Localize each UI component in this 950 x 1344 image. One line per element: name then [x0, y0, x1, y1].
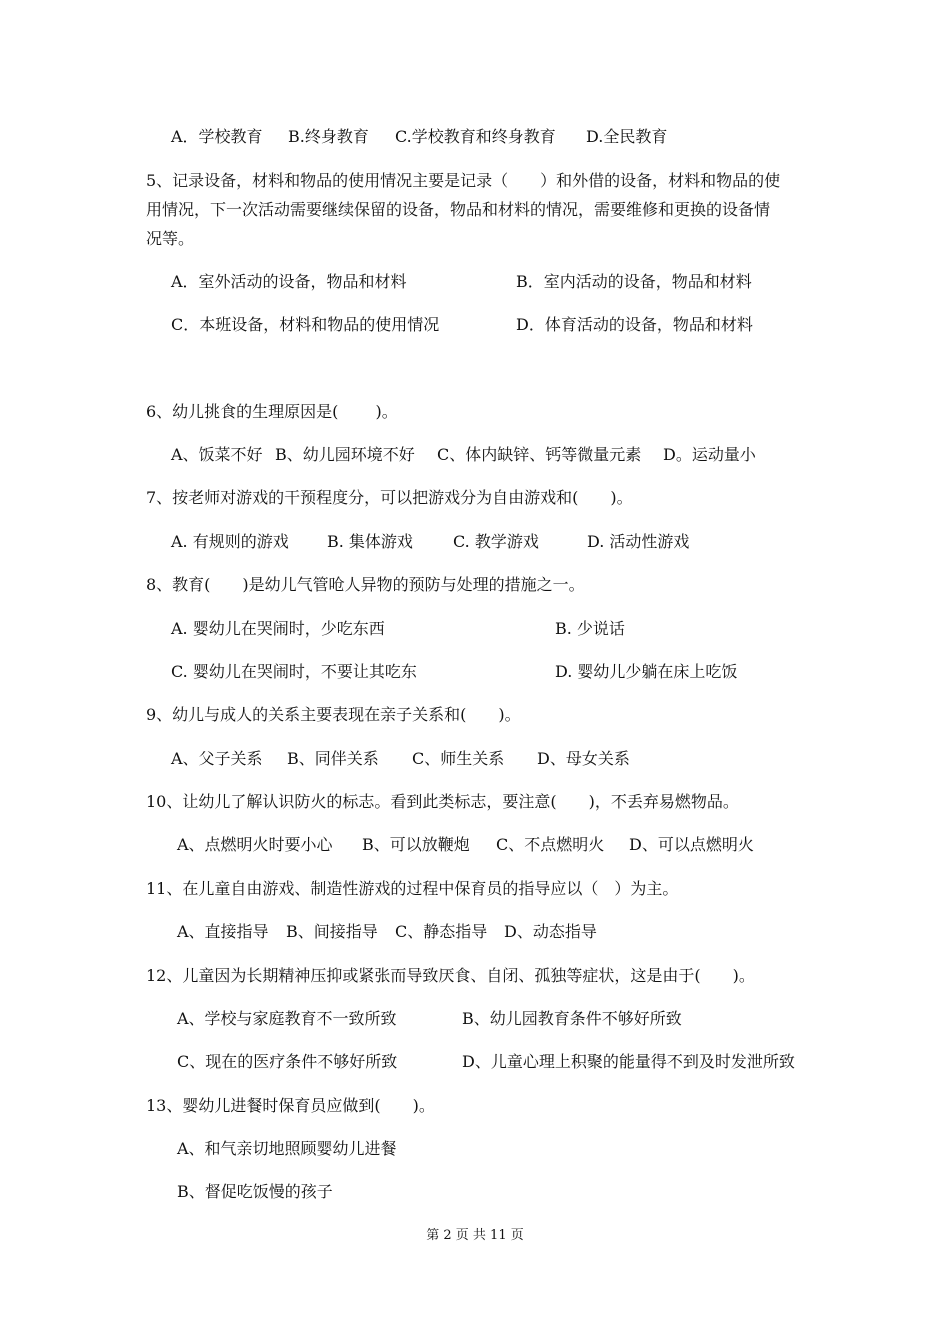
q4-option-a: A．学校教育	[171, 127, 263, 146]
q9-option-d: D、母女关系	[537, 749, 630, 768]
q8-option-c: C. 婴幼儿在哭闹时，不要让其吃东	[171, 662, 417, 681]
q5-stem-line-3: 况等。	[146, 229, 195, 248]
q7-option-b: B. 集体游戏	[327, 532, 413, 551]
q10-option-a: A、点燃明火时要小心	[177, 835, 333, 854]
q5-stem-line-2: 用情况，下一次活动需要继续保留的设备，物品和材料的情况，需要维修和更换的设备情	[146, 200, 771, 219]
q9-option-b: B、同伴关系	[287, 749, 379, 768]
q5-option-b: B．室内活动的设备，物品和材料	[516, 272, 752, 291]
q8-option-d: D. 婴幼儿少躺在床上吃饭	[555, 662, 738, 681]
q5-option-a: A．室外活动的设备，物品和材料	[171, 272, 407, 291]
q6-stem: 6、幼儿挑食的生理原因是( )。	[146, 402, 398, 421]
q7-stem: 7、按老师对游戏的干预程度分，可以把游戏分为自由游戏和( )。	[146, 488, 633, 507]
q11-option-a: A、直接指导	[177, 922, 269, 941]
q10-stem: 10、让幼儿了解认识防火的标志。看到此类标志，要注意( )，不丢弃易燃物品。	[146, 792, 739, 811]
q13-option-a: A、和气亲切地照顾婴幼儿进餐	[177, 1139, 397, 1158]
q4-option-d: D.全民教育	[586, 127, 668, 146]
q13-option-b: B、督促吃饭慢的孩子	[177, 1182, 333, 1201]
q9-option-a: A、父子关系	[171, 749, 263, 768]
q6-option-d: D。运动量小	[663, 445, 756, 464]
q9-option-c: C、师生关系	[412, 749, 505, 768]
q12-option-b: B、幼儿园教育条件不够好所致	[462, 1009, 682, 1028]
q10-option-d: D、可以点燃明火	[629, 835, 754, 854]
q4-option-b: B.终身教育	[288, 127, 369, 146]
q6-option-a: A、饭菜不好	[171, 445, 263, 464]
q5-option-c: C．本班设备，材料和物品的使用情况	[171, 315, 440, 334]
q12-option-d: D、儿童心理上积聚的能量得不到及时发泄所致	[462, 1052, 795, 1071]
q9-stem: 9、幼儿与成人的关系主要表现在亲子关系和( )。	[146, 705, 521, 724]
q8-option-b: B. 少说话	[555, 619, 625, 638]
q7-option-d: D. 活动性游戏	[587, 532, 690, 551]
q5-option-d: D．体育活动的设备，物品和材料	[516, 315, 753, 334]
q5-stem-line-1: 5、记录设备，材料和物品的使用情况主要是记录（ ）和外借的设备，材料和物品的使	[146, 171, 781, 190]
q12-stem: 12、儿童因为长期精神压抑或紧张而导致厌食、自闭、孤独等症状，这是由于( )。	[146, 966, 755, 985]
q10-option-b: B、可以放鞭炮	[362, 835, 470, 854]
q12-option-a: A、学校与家庭教育不一致所致	[177, 1009, 397, 1028]
q6-option-b: B、幼儿园环境不好	[275, 445, 415, 464]
page-footer: 第 2 页 共 11 页	[426, 1228, 524, 1243]
q7-option-a: A. 有规则的游戏	[171, 532, 289, 551]
q12-option-c: C、现在的医疗条件不够好所致	[177, 1052, 398, 1071]
q11-option-d: D、动态指导	[504, 922, 597, 941]
q6-option-c: C、体内缺锌、钙等微量元素	[437, 445, 642, 464]
q4-option-c: C.学校教育和终身教育	[395, 127, 556, 146]
q13-stem: 13、婴幼儿进餐时保育员应做到( )。	[146, 1096, 435, 1115]
q11-option-c: C、静态指导	[395, 922, 488, 941]
q8-option-a: A. 婴幼儿在哭闹时，少吃东西	[171, 619, 385, 638]
q10-option-c: C、不点燃明火	[496, 835, 605, 854]
q11-stem: 11、在儿童自由游戏、制造性游戏的过程中保育员的指导应以（ ）为主。	[146, 879, 679, 898]
q11-option-b: B、间接指导	[286, 922, 378, 941]
q7-option-c: C. 教学游戏	[453, 532, 539, 551]
q8-stem: 8、教育( )是幼儿气管呛人异物的预防与处理的措施之一。	[146, 575, 585, 594]
